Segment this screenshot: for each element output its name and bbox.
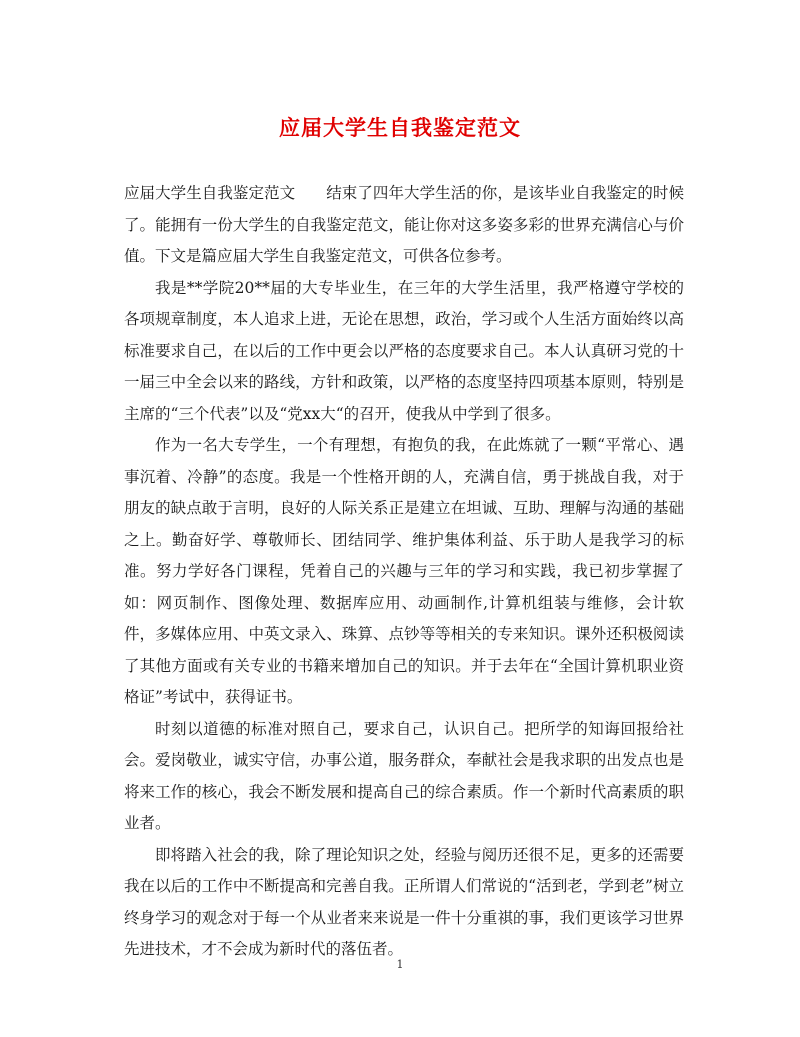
page-number: 1 bbox=[396, 958, 404, 971]
paragraph-background: 我是**学院20**届的大专毕业生，在三年的大学生活里，我严格遵守学校的各项规章制度，本人追求上进，无论在思想，政治，学习或个人生活方面始终以高标准要求自己，在以后的工作中更会以严格的态度要求自己。本人认真研习党的十一届三中全会以来的路线，方针和政策，以严格的态度坚持四项基本原则，特别是主席的“三个代表”以及“党xx大“的召开，使我从中学到了很多。 bbox=[124, 278, 684, 423]
paragraph-ethics: 时刻以道德的标准对照自己，要求自己，认识自己。把所学的知诲回报给社会。爱岗敬业，诚实守信，办事公道，服务群众，奉献社会是我求职的出发点也是将来工作的核心，我会不断发展和提高自己的综合素质。作一个新时代高素质的职业者。 bbox=[124, 719, 684, 832]
paragraph-intro: 应届大学生自我鉴定范文 结束了四年大学生活的你，是该毕业自我鉴定的时候了。能拥有一份大学生的自我鉴定范文，能让你对这多姿多彩的世界充满信心与价值。下文是篇应届大学生自我鉴定范文，可供各位参考。 bbox=[124, 184, 684, 265]
paragraph-outlook: 即将踏入社会的我，除了理论知识之处，经验与阅历还很不足，更多的还需要我在以后的工作中不断提高和完善自我。正所谓人们常说的“活到老，学到老”树立终身学习的观念对于每一个从业者来来说是一件十分重祺的事，我们更该学习世界先进技术，才不会成为新时代的落伍者。 bbox=[124, 845, 684, 958]
paragraph-character: 作为一名大专学生，一个有理想，有抱负的我，在此炼就了一颗“平常心、遇事沉着、冷静”的态度。我是一个性格开朗的人，充满自信，勇于挑战自我，对于朋友的缺点敢于言明，良好的人际关系正是建立在坦诚、互助、理解与沟通的基础之上。勤奋好学、尊敬师长、团结同学、维护集体利益、乐于助人是我学习的标准。努力学好各门课程，凭着自己的兴趣与三年的学习和实践，我已初步掌握了如：网页制作、图像处理、数据库应用、动画制作,计算机组装与维修，会计软件，多媒体应用、中英文录入、珠算、点钞等等相关的专来知识。课外还积极阅读了其他方面或有关专业的书籍来增加自己的知识。并于去年在“全国计算机职业资格证”考试中，获得证书。 bbox=[124, 436, 684, 706]
document-title: 应届大学生自我鉴定范文 bbox=[279, 115, 521, 140]
document-body bbox=[124, 178, 684, 966]
